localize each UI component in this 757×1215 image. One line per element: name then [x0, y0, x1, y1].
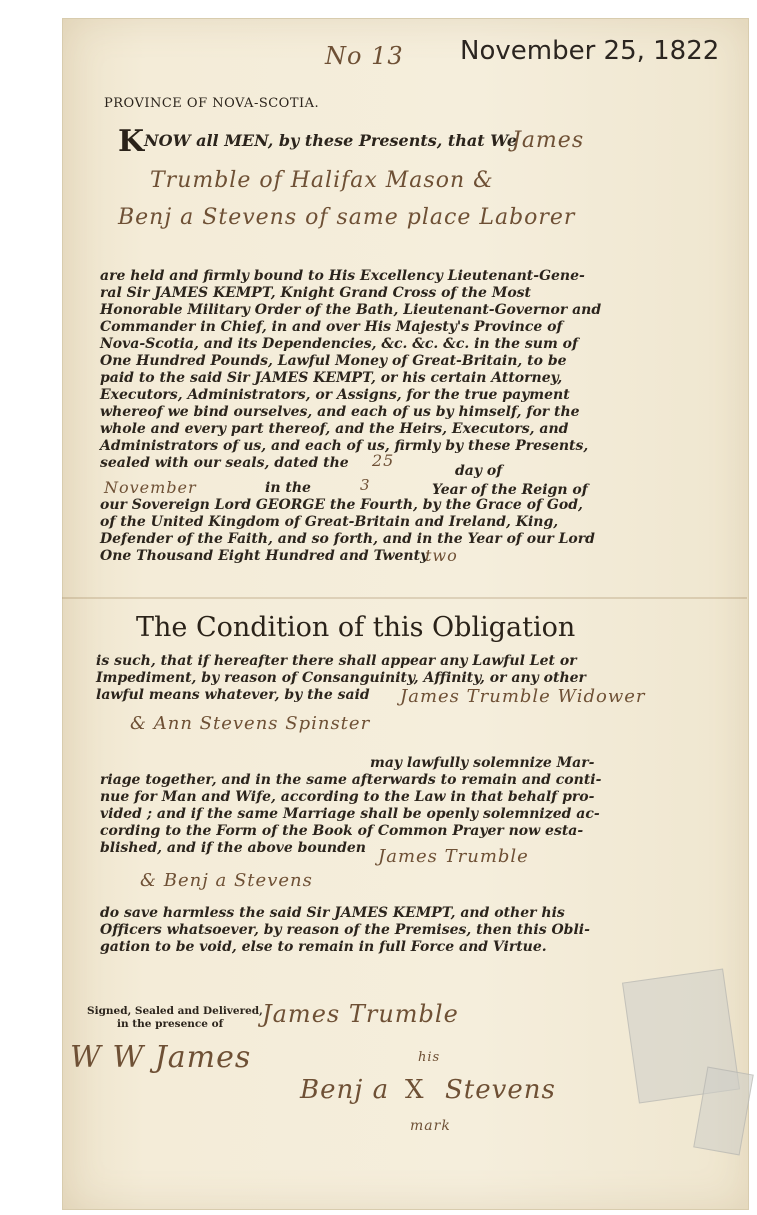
condition-hand-groom: James Trumble Widower	[400, 686, 646, 707]
condition-line-6: nue for Man and Wife, according to the Law in that behalf pro-	[100, 789, 595, 805]
bond-line-4: Commander in Chief, in and over His Majesty's Province of	[100, 319, 563, 335]
bond-line-11: Administrators of us, and each of us, firmly by these Presents,	[100, 438, 589, 454]
bond-year-of-reign: Year of the Reign of	[432, 482, 588, 498]
bond-reign-year: 3	[360, 476, 371, 494]
bond-line-18: One Thousand Eight Hundred and Twenty	[100, 548, 429, 564]
bond-line-6: One Hundred Pounds, Lawful Money of Great-Britain, to be	[100, 353, 567, 369]
bond-line-16: of the United Kingdom of Great-Britain and Ireland, King,	[100, 514, 559, 530]
presence-label: in the presence of	[117, 1018, 224, 1030]
signature-x-mark: X	[405, 1075, 425, 1105]
condition-line-5: riage together, and in the same afterwards to remain and conti-	[100, 772, 602, 788]
condition-line-2: Impediment, by reason of Consanguinity, Affinity, or any other	[96, 670, 586, 686]
condition-line-7: vided ; and if the same Marriage shall be openly solemnized ac-	[100, 806, 600, 822]
know-all-men-text: NOW all MEN, by these Presents, that We	[144, 131, 518, 150]
bond-day: 25	[372, 451, 395, 470]
signature-stevens: Stevens	[445, 1075, 556, 1105]
witness-signature: W W James	[70, 1040, 252, 1075]
condition-line-3: lawful means whatever, by the said	[96, 687, 370, 703]
condition-hand-bride: & Ann Stevens Spinster	[130, 713, 371, 734]
bond-line-7: paid to the said Sir JAMES KEMPT, or his certain Attorney,	[100, 370, 563, 386]
drop-cap-k: K	[118, 124, 145, 159]
bond-line-3: Honorable Military Order of the Bath, Lieutenant-Governor and	[100, 302, 602, 318]
bond-line-8: Executors, Administrators, or Assigns, for the true payment	[100, 387, 570, 403]
bond-day-of: day of	[455, 463, 503, 479]
condition-title: The Condition of this Obligation	[136, 612, 576, 643]
condition-line-9: blished, and if the above bounden	[100, 840, 366, 856]
bond-line-12: sealed with our seals, dated the	[100, 455, 349, 471]
bond-line-15: our Sovereign Lord GEORGE the Fourth, by the Grace of God,	[100, 497, 583, 513]
bond-line-2: ral Sir JAMES KEMPT, Knight Grand Cross of the Most	[100, 285, 532, 301]
obligor-line-3: Benj a Stevens of same place Laborer	[118, 205, 576, 230]
condition-line-1: is such, that if hereafter there shall appear any Lawful Let or	[96, 653, 577, 669]
his-label: his	[418, 1050, 441, 1065]
obligor-name-1: James	[512, 128, 585, 153]
mark-label: mark	[410, 1118, 451, 1134]
signed-label: Signed, Sealed and Delivered,	[87, 1005, 263, 1017]
province-heading: PROVINCE OF NOVA-SCOTIA.	[104, 96, 320, 111]
bond-line-10: whole and every part thereof, and the Heirs, Executors, and	[100, 421, 569, 437]
document-number: No 13	[325, 42, 404, 70]
bond-line-1: are held and firmly bound to His Excellency Lieutenant-Gene-	[100, 268, 585, 284]
condition-hand-bounden-2: & Benj a Stevens	[140, 870, 313, 891]
signature-james-trumble: James Trumble	[262, 1000, 459, 1028]
signature-benj: Benj a	[300, 1075, 390, 1105]
condition-line-8: cording to the Form of the Book of Common Prayer now esta-	[100, 823, 584, 839]
condition-line-10: do save harmless the said Sir JAMES KEMPT, and other his	[100, 905, 565, 921]
condition-hand-bounden-1: James Trumble	[378, 846, 529, 867]
document-date: November 25, 1822	[460, 36, 720, 66]
bond-year-twenty: two	[425, 546, 458, 565]
bond-line-17: Defender of the Faith, and so forth, and in the Year of our Lord	[100, 531, 595, 547]
bond-month: November	[104, 478, 197, 497]
obligor-line-2: Trumble of Halifax Mason &	[150, 168, 494, 193]
condition-line-11: Officers whatsoever, by reason of the Premises, then this Obli-	[100, 922, 590, 938]
condition-line-4: may lawfully solemnize Mar-	[370, 755, 595, 771]
condition-line-12: gation to be void, else to remain in full Force and Virtue.	[100, 939, 547, 955]
bond-in-the: in the	[265, 480, 311, 496]
bond-line-5: Nova-Scotia, and its Dependencies, &c. &c. &c. in the sum of	[100, 336, 579, 352]
paper-fold-line	[62, 597, 747, 599]
bond-line-9: whereof we bind ourselves, and each of us by himself, for the	[100, 404, 580, 420]
